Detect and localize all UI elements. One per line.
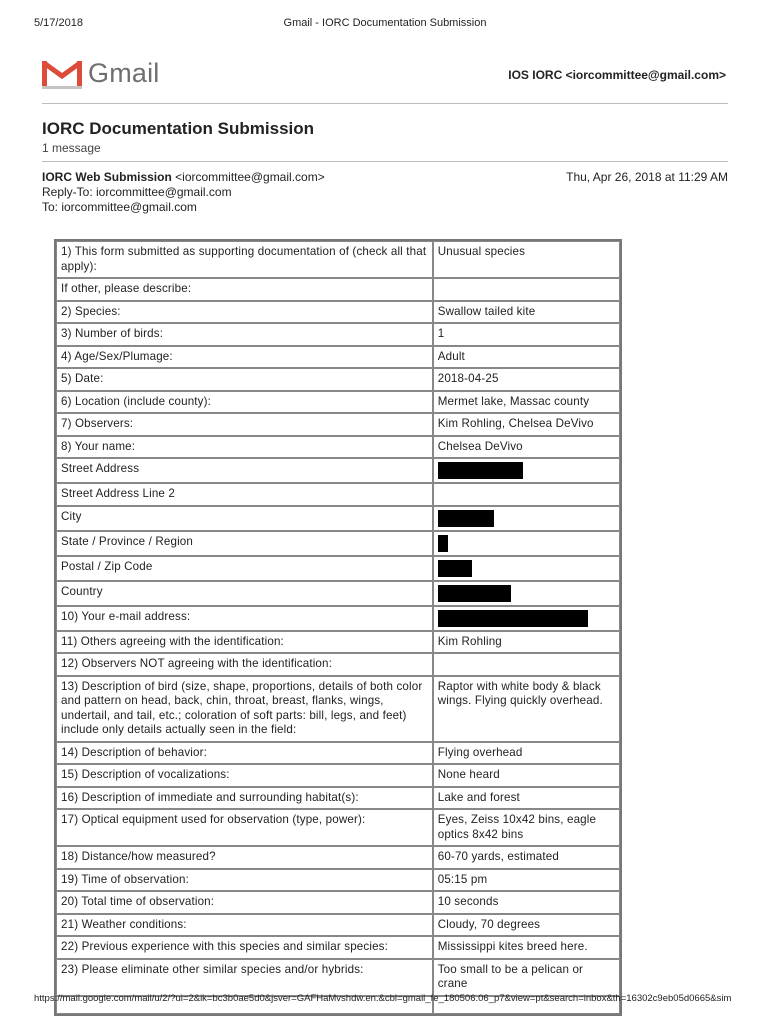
form-row — [56, 391, 620, 414]
redaction-block — [438, 560, 472, 577]
gmail-logo[interactable] — [42, 58, 160, 89]
form-row — [56, 301, 620, 324]
form-answer: 60-70 yards, estimated — [433, 846, 620, 869]
form-answer: Kim Rohling, Chelsea DeVivo — [433, 413, 620, 436]
form-answer — [433, 483, 620, 506]
form-row — [56, 891, 620, 914]
form-answer: 2018-04-25 — [433, 368, 620, 391]
form-question: 6) Location (include county): — [56, 391, 433, 414]
form-answer — [433, 653, 620, 676]
form-question: 22) Previous experience with this species and similar species: — [56, 936, 433, 959]
form-row — [56, 787, 620, 810]
form-question: 1) This form submitted as supporting documentation of (check all that apply): — [56, 241, 433, 278]
form-answer: Kim Rohling — [433, 631, 620, 654]
form-question: 18) Distance/how measured? — [56, 846, 433, 869]
form-answer: Lake and forest — [433, 787, 620, 810]
sender-line — [42, 170, 325, 185]
form-row — [56, 676, 620, 742]
form-row — [56, 959, 620, 996]
thread-subject: IORC Documentation Submission — [42, 119, 315, 138]
form-answer: Unusual species — [433, 241, 620, 278]
form-question: 19) Time of observation: — [56, 869, 433, 892]
form-row — [56, 368, 620, 391]
form-question: 10) Your e-mail address: — [56, 606, 433, 631]
form-row — [56, 606, 620, 631]
reply-to-line: Reply-To: iorcommittee@gmail.com — [42, 185, 232, 199]
form-answer — [433, 506, 620, 531]
form-question: 5) Date: — [56, 368, 433, 391]
form-question: If other, please describe: — [56, 278, 433, 301]
gmail-wordmark: Gmail — [88, 58, 160, 88]
message-date: Thu, Apr 26, 2018 at 11:29 AM — [566, 170, 728, 184]
form-question: City — [56, 506, 433, 531]
redaction-block — [438, 535, 448, 552]
form-answer: Raptor with white body & black wings. Flying quickly overhead. — [433, 676, 620, 742]
form-question: 17) Optical equipment used for observation (type, power): — [56, 809, 433, 846]
form-question: 3) Number of birds: — [56, 323, 433, 346]
form-answer — [433, 606, 620, 631]
form-row — [56, 506, 620, 531]
form-question: 13) Description of bird (size, shape, proportions, details of both color and pattern on head, back, chin, throat, breast, flanks, wings, undertail, and tail, etc.; coloration of soft parts: bill, legs, and feet) include only details actually seen in the field: — [56, 676, 433, 742]
form-row — [56, 413, 620, 436]
print-footer-url: https://mail.google.com/mail/u/2/?ui=2&ik=bc3b0ae5d0&jsver=GAFHaMvshdw.en.&cbl=gmail_fe_180506.06_p7&view=pt&search=inbox&th=16302c9eb05d0665&sim — [34, 993, 732, 1004]
form-row — [56, 436, 620, 459]
form-question: 2) Species: — [56, 301, 433, 324]
form-answer — [433, 531, 620, 556]
form-answer: Mermet lake, Massac county — [433, 391, 620, 414]
form-answer — [433, 556, 620, 581]
form-question: 8) Your name: — [56, 436, 433, 459]
sender-email: <iorcommittee@gmail.com> — [175, 170, 325, 184]
form-row — [56, 742, 620, 765]
form-question: 7) Observers: — [56, 413, 433, 436]
redaction-block — [438, 585, 511, 602]
form-row — [56, 458, 620, 483]
form-question: 23) Please eliminate other similar species and/or hybrids: — [56, 959, 433, 996]
form-answer: 10 seconds — [433, 891, 620, 914]
form-row — [56, 278, 620, 301]
form-question: 12) Observers NOT agreeing with the identification: — [56, 653, 433, 676]
form-answer: 05:15 pm — [433, 869, 620, 892]
form-answer: Mississippi kites breed here. — [433, 936, 620, 959]
redaction-block — [438, 510, 494, 527]
redaction-block — [438, 462, 523, 479]
form-row — [56, 809, 620, 846]
form-answer: Flying overhead — [433, 742, 620, 765]
form-answer — [433, 278, 620, 301]
form-answer: Adult — [433, 346, 620, 369]
form-answer: Chelsea DeVivo — [433, 436, 620, 459]
form-row — [56, 581, 620, 606]
submission-form-table — [54, 239, 622, 1016]
form-question: Postal / Zip Code — [56, 556, 433, 581]
form-row — [56, 914, 620, 937]
form-row — [56, 241, 620, 278]
print-date: 5/17/2018 — [34, 17, 83, 29]
form-answer — [433, 458, 620, 483]
sender-name: IORC Web Submission — [42, 170, 172, 184]
form-question: 14) Description of behavior: — [56, 742, 433, 765]
form-answer: 1 — [433, 323, 620, 346]
form-answer — [433, 581, 620, 606]
form-question: 21) Weather conditions: — [56, 914, 433, 937]
form-question: 11) Others agreeing with the identification: — [56, 631, 433, 654]
form-answer: Eyes, Zeiss 10x42 bins, eagle optics 8x42 bins — [433, 809, 620, 846]
form-question: 20) Total time of observation: — [56, 891, 433, 914]
message-header — [42, 170, 325, 215]
gmail-m-icon — [42, 59, 82, 89]
form-row — [56, 556, 620, 581]
form-row — [56, 869, 620, 892]
form-question: Country — [56, 581, 433, 606]
form-row — [56, 846, 620, 869]
form-answer: Swallow tailed kite — [433, 301, 620, 324]
form-question: State / Province / Region — [56, 531, 433, 556]
form-answer: Too small to be a pelican or crane — [433, 959, 620, 996]
form-row — [56, 346, 620, 369]
account-label: IOS IORC <iorcommittee@gmail.com> — [508, 68, 726, 82]
form-row — [56, 531, 620, 556]
form-row — [56, 936, 620, 959]
print-title: Gmail - IORC Documentation Submission — [283, 17, 487, 29]
header-divider — [42, 103, 728, 104]
form-question: Street Address — [56, 458, 433, 483]
redaction-block — [438, 610, 588, 627]
form-row — [56, 631, 620, 654]
form-answer: None heard — [433, 764, 620, 787]
form-question: 4) Age/Sex/Plumage: — [56, 346, 433, 369]
form-row — [56, 653, 620, 676]
form-question: Street Address Line 2 — [56, 483, 433, 506]
message-count: 1 message — [42, 141, 101, 155]
form-row — [56, 483, 620, 506]
form-question: 16) Description of immediate and surrounding habitat(s): — [56, 787, 433, 810]
form-question: 15) Description of vocalizations: — [56, 764, 433, 787]
to-line: To: iorcommittee@gmail.com — [42, 200, 197, 214]
form-row — [56, 323, 620, 346]
form-row — [56, 764, 620, 787]
thread-divider — [42, 161, 728, 162]
form-answer: Cloudy, 70 degrees — [433, 914, 620, 937]
